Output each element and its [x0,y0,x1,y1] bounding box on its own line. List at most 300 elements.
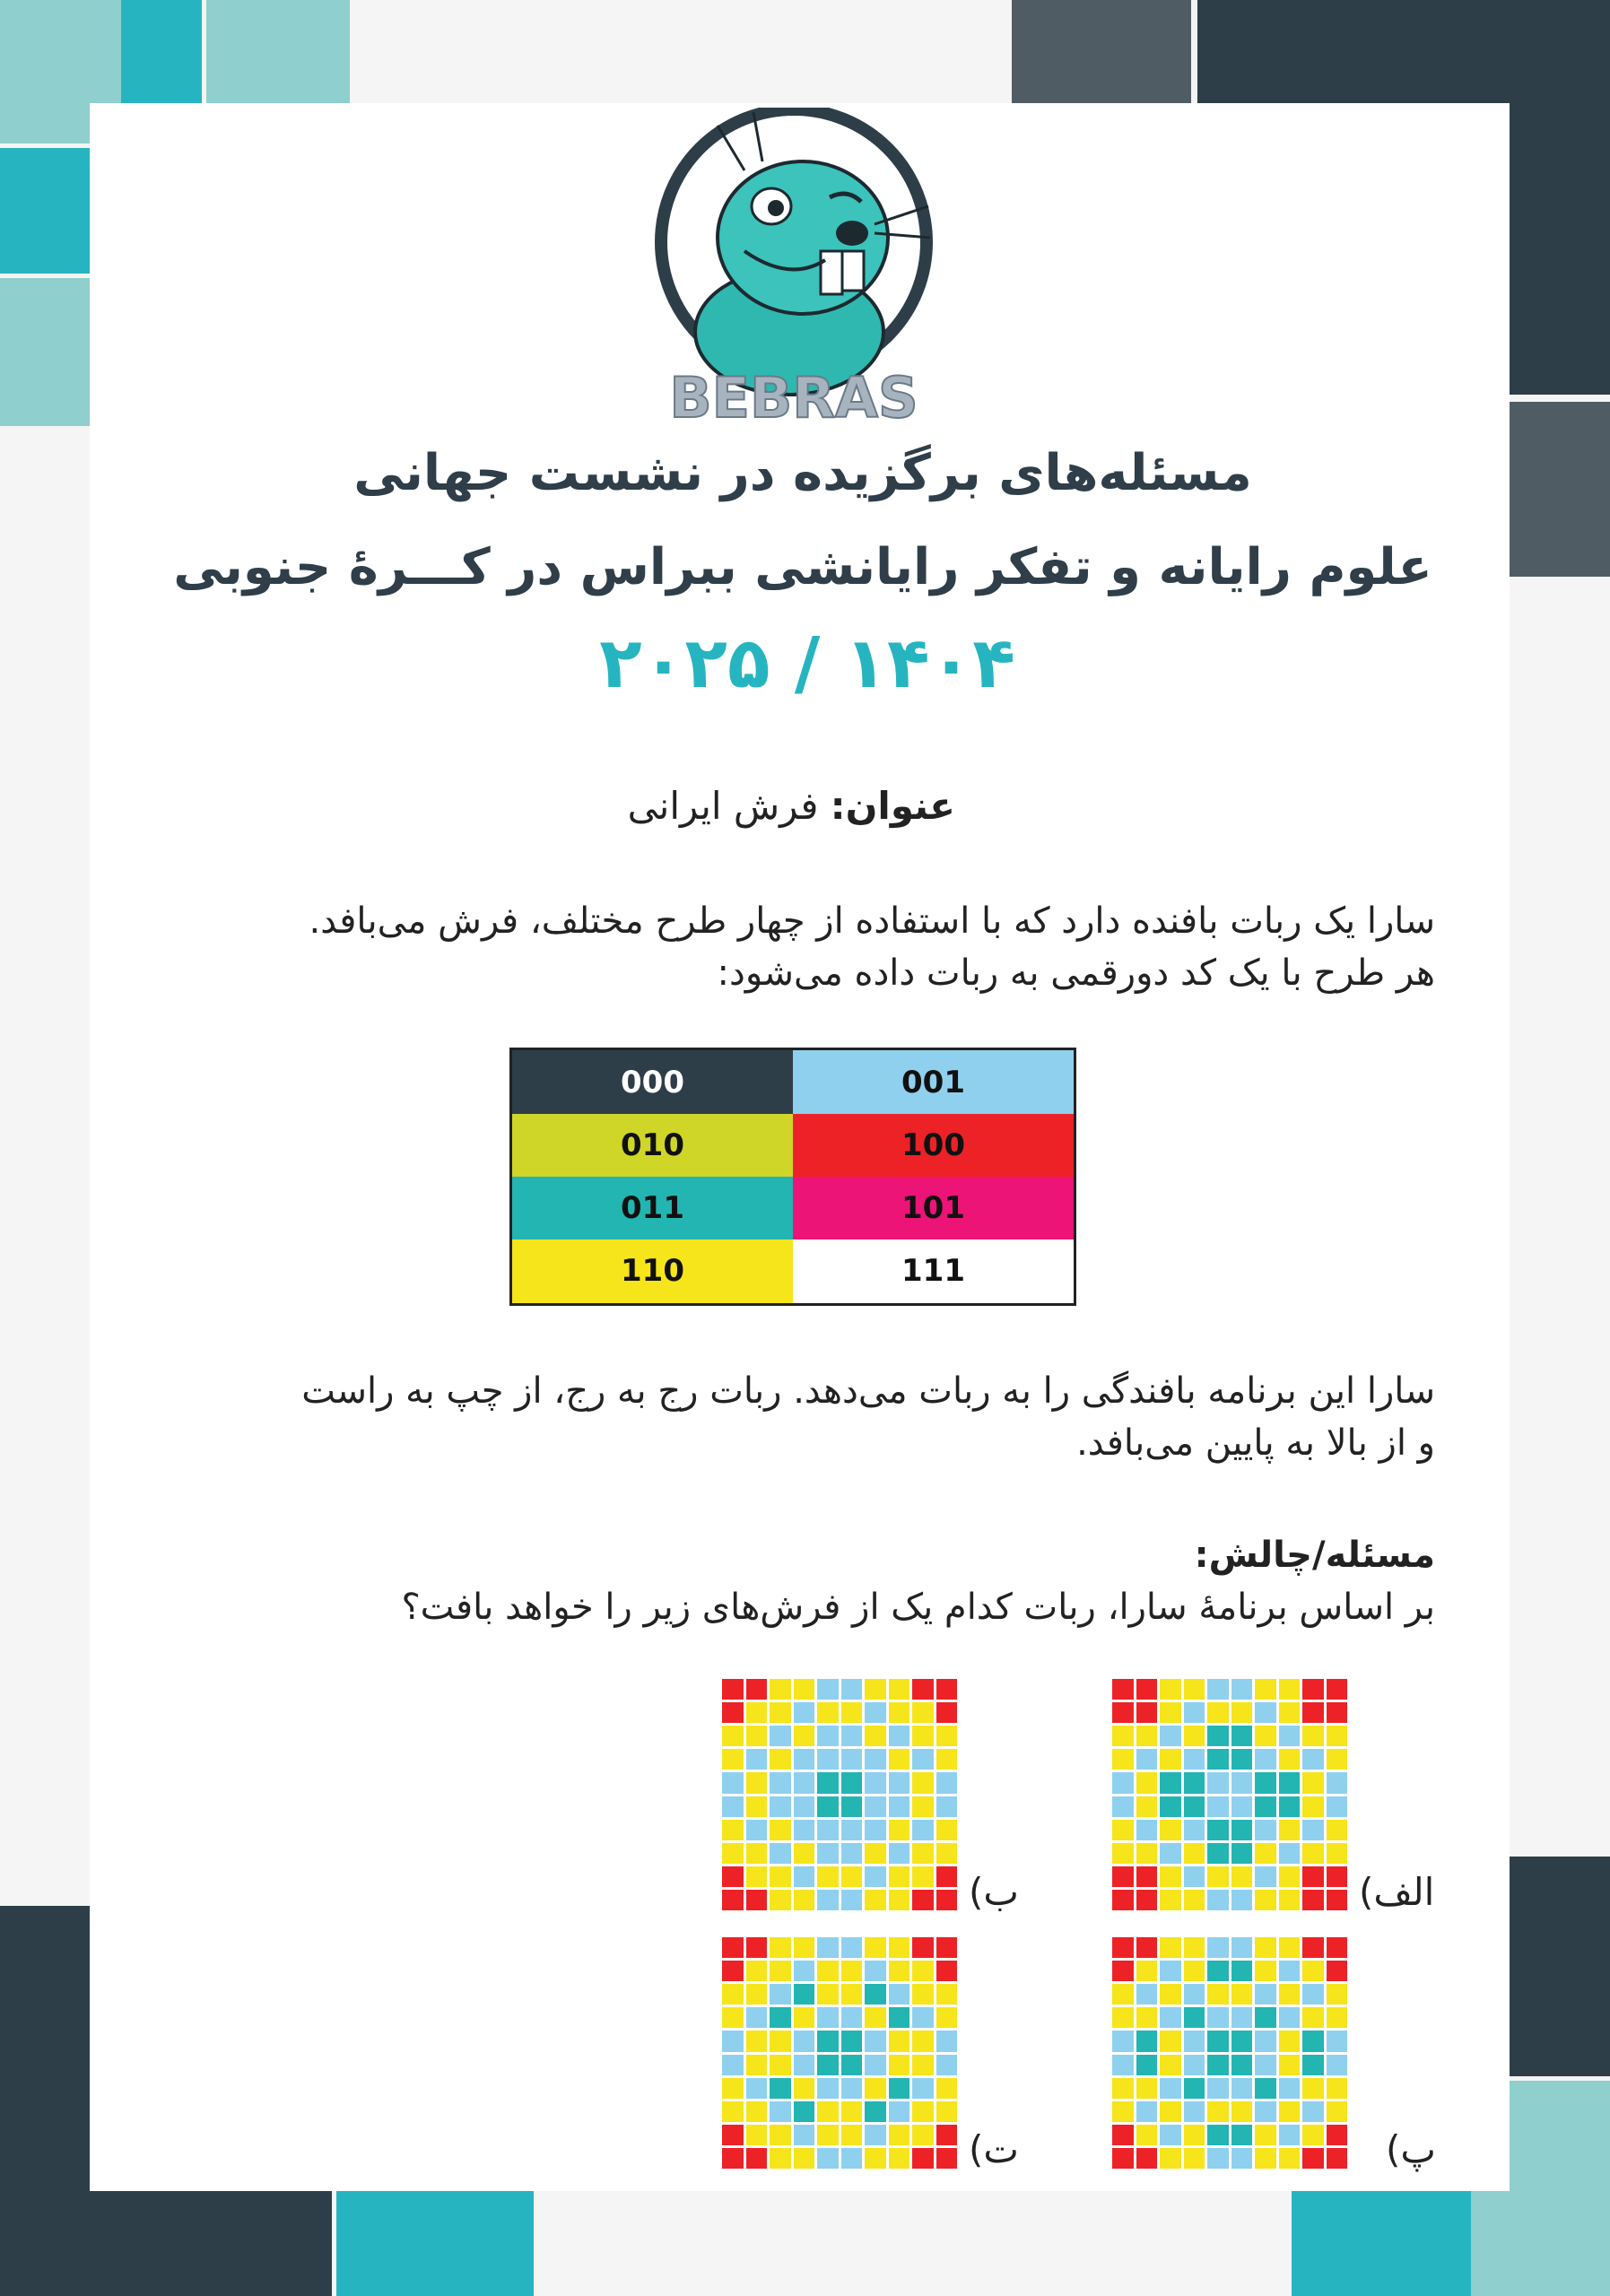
carpet-cell [1184,1937,1205,1958]
decor-block [0,148,90,274]
carpet-cell [1327,2031,1348,2051]
carpet-cell [1255,1866,1276,1887]
carpet-cell [722,1866,744,1887]
carpet-cell [912,1749,934,1770]
carpet-cell [1207,2055,1229,2075]
carpet-cell [1184,1679,1205,1700]
decor-block [1012,0,1191,103]
carpet-cell [1184,1984,1205,2005]
carpet-cell [794,1772,815,1793]
carpet-cell [841,2125,863,2145]
carpet-cell [1207,1749,1229,1770]
carpet-cell [912,2055,934,2075]
carpet-cell [936,1866,958,1887]
carpet-cell [936,1843,958,1864]
carpet-cell [936,1937,958,1958]
carpet-cell [1160,2078,1181,2099]
carpet-cell [936,1820,958,1840]
carpet-cell [1279,2031,1301,2051]
carpet-cell [817,1843,839,1864]
carpet-cell [865,2125,886,2145]
carpet-cell [889,1984,910,2005]
carpet-cell [1231,2078,1253,2099]
carpet-cell [912,1866,934,1887]
carpet-cell [1327,2125,1348,2145]
carpet-cell [1136,1937,1158,1958]
carpet-cell [1302,2031,1324,2051]
carpet-cell [865,2101,886,2122]
carpet-cell [1160,2031,1181,2051]
carpet-cell [794,2125,815,2145]
carpet-cell [1327,1679,1348,1700]
carpet-cell [1136,1726,1158,1746]
carpet-cell [794,1796,815,1817]
carpet-cell [1255,2078,1276,2099]
carpet-cell [889,1961,910,1981]
carpet-cell [1327,1937,1348,1958]
carpet-cell [1160,1961,1181,1981]
carpet-cell [1160,1890,1181,1910]
carpet-cell [1207,2031,1229,2051]
carpet-cell [1231,1820,1253,1840]
carpet-cell [1160,2125,1181,2145]
carpet-cell [841,1749,863,1770]
carpet-cell [817,1866,839,1887]
carpet-cell [1184,1772,1205,1793]
carpet-cell [722,1679,744,1700]
carpet-cell [1112,2055,1134,2075]
carpet-cell [794,2148,815,2169]
carpet-cell [722,1820,744,1840]
carpet-cell [1112,1820,1134,1840]
carpet-cell [1160,1772,1181,1793]
carpet-cell [865,2031,886,2051]
carpet-cell [889,1937,910,1958]
carpet-cell [1255,1890,1276,1910]
carpet-cell [794,1890,815,1910]
carpet-cell [1279,2078,1301,2099]
carpet-cell [1136,2148,1158,2169]
carpet-cell [1136,1702,1158,1723]
carpet-cell [841,1937,863,1958]
carpet-cell [912,2031,934,2051]
page-title-line1: مسئله‌های برگزیده در نشست جهانی [353,444,1252,502]
carpet-cell [746,1890,768,1910]
carpet-cell [1112,2101,1134,2122]
carpet-cell [1112,1937,1134,1958]
carpet-cell [1279,1961,1301,1981]
carpet-cell [1160,1984,1181,2005]
carpet-cell [746,1937,768,1958]
carpet-cell [817,1679,839,1700]
carpet-cell [889,2148,910,2169]
carpet-cell [1160,1702,1181,1723]
carpet-cell [865,1726,886,1746]
carpet-cell [1255,2125,1276,2145]
carpet-cell [1327,2007,1348,2028]
carpet-cell [1327,1749,1348,1770]
carpet-cell [912,1961,934,1981]
carpet-cell [912,1726,934,1746]
carpet-cell [1231,1937,1253,1958]
decor-block [1292,2191,1471,2296]
carpet-cell [889,1702,910,1723]
carpet-cell [1231,1984,1253,2005]
decor-block [206,0,350,103]
carpet-cell [912,2007,934,2028]
carpet-cell [1231,1702,1253,1723]
carpet-cell [1231,2007,1253,2028]
codes-row [511,1239,1075,1305]
carpet-cell [865,2148,886,2169]
carpet-cell [1302,1820,1324,1840]
carpet-cell [936,2031,958,2051]
carpet-cell [1302,2007,1324,2028]
carpet-cell [1279,2125,1301,2145]
carpet-cell [746,1796,768,1817]
carpet-cell [1184,1890,1205,1910]
carpet-cell [1184,2125,1205,2145]
carpet-cell [770,2007,791,2028]
carpet-cell [794,1866,815,1887]
carpet-cell [1184,2007,1205,2028]
carpet-cell [817,2007,839,2028]
carpet-cell [817,1820,839,1840]
carpet-cell [841,1866,863,1887]
carpet-cell [841,1984,863,2005]
option-alef-carpet[interactable] [1112,1679,1347,1910]
carpet-cell [889,1796,910,1817]
carpet-cell [1302,2055,1324,2075]
carpet-cell [1279,1820,1301,1840]
code-cell: 000 [511,1049,794,1115]
carpet-cell [1136,1796,1158,1817]
carpet-cell [1136,2007,1158,2028]
carpet-cell [746,2055,768,2075]
option-pe-carpet[interactable] [1112,1937,1347,2169]
carpet-cell [889,1726,910,1746]
carpet-cell [1136,1984,1158,2005]
carpet-cell [1112,1843,1134,1864]
carpet-cell [746,1679,768,1700]
decor-block [336,2191,534,2296]
carpet-cell [1255,1820,1276,1840]
intro-paragraph [144,895,1435,999]
carpet-cell [1136,2078,1158,2099]
option-alef-label[interactable]: الف) [1359,1870,1435,1914]
carpet-cell [889,1866,910,1887]
carpet-cell [1184,2148,1205,2169]
carpet-cell [841,2031,863,2051]
carpet-cell [1255,1702,1276,1723]
carpet-cell [841,1796,863,1817]
carpet-cell [936,2007,958,2028]
carpet-cell [817,1937,839,1958]
carpet-cell [770,2078,791,2099]
carpet-cell [817,2078,839,2099]
carpet-cell [1231,2031,1253,2051]
carpet-cell [889,2031,910,2051]
carpet-cell [912,1702,934,1723]
carpet-cell [1184,1796,1205,1817]
carpet-cell [1184,1702,1205,1723]
carpet-cell [817,2148,839,2169]
carpet-cell [1112,1772,1134,1793]
carpet-cell [865,1843,886,1864]
carpet-cell [865,1796,886,1817]
beaver-mascot-icon [646,108,942,430]
carpet-cell [1112,2031,1134,2051]
decor-block [1510,103,1610,395]
carpet-cell [746,1749,768,1770]
carpet-cell [1327,2148,1348,2169]
carpet-cell [1255,1679,1276,1700]
carpet-cell [722,1843,744,1864]
carpet-cell [770,1866,791,1887]
carpet-cell [817,1984,839,2005]
carpet-cell [889,1679,910,1700]
carpet-cell [1231,2125,1253,2145]
carpet-cell [912,1890,934,1910]
carpet-cell [1302,2078,1324,2099]
carpet-cell [1160,2101,1181,2122]
carpet-cell [1184,2101,1205,2122]
carpet-cell [770,1961,791,1981]
carpet-cell [722,1772,744,1793]
carpet-cell [889,1772,910,1793]
code-cell: 110 [511,1239,794,1305]
carpet-cell [841,2101,863,2122]
carpet-cell [889,1843,910,1864]
option-te-carpet[interactable] [722,1937,957,2169]
subject-value: فرش ایرانی [627,784,831,828]
carpet-cell [865,1890,886,1910]
carpet-cell [1136,1843,1158,1864]
carpet-cell [936,1679,958,1700]
bebras-logo [646,108,942,430]
carpet-cell [1207,2101,1229,2122]
carpet-cell [1327,1702,1348,1723]
carpet-cell [1207,1726,1229,1746]
carpet-cell [1136,2101,1158,2122]
carpet-cell [1279,2148,1301,2169]
carpet-cell [1207,1796,1229,1817]
carpet-cell [1279,1772,1301,1793]
carpet-cell [746,1866,768,1887]
carpet-cell [794,1749,815,1770]
carpet-cell [1231,1749,1253,1770]
subject-label: عنوان: [830,784,955,828]
carpet-cell [865,1961,886,1981]
carpet-cell [817,1796,839,1817]
carpet-cell [936,1961,958,1981]
subject-line [502,780,955,832]
carpet-cell [936,1984,958,2005]
carpet-cell [865,2055,886,2075]
carpet-cell [1207,1843,1229,1864]
carpet-cell [841,1702,863,1723]
carpet-cell [794,2007,815,2028]
carpet-cell [1207,1679,1229,1700]
carpet-cell [1302,1772,1324,1793]
carpet-cell [1136,1679,1158,1700]
carpet-cell [1207,2125,1229,2145]
carpet-cell [770,1796,791,1817]
carpet-cell [1112,1984,1134,2005]
carpet-cell [770,1749,791,1770]
carpet-cell [912,2101,934,2122]
carpet-cell [722,1961,744,1981]
carpet-cell [817,2125,839,2145]
carpet-cell [770,2125,791,2145]
carpet-cell [936,1796,958,1817]
carpet-cell [1327,1961,1348,1981]
question-heading: مسئله/چالش: [1194,1535,1435,1576]
carpet-cell [794,2101,815,2122]
carpet-cell [1302,1679,1324,1700]
carpet-cell [1279,2007,1301,2028]
carpet-cell [1302,1702,1324,1723]
carpet-cell [1112,1679,1134,1700]
carpet-cell [1160,1866,1181,1887]
carpet-cell [1184,2078,1205,2099]
carpet-cell [1231,1890,1253,1910]
carpet-cell [1327,1820,1348,1840]
carpet-cell [794,1843,815,1864]
carpet-cell [889,1749,910,1770]
carpet-cell [817,2055,839,2075]
carpet-cell [841,1820,863,1840]
decor-block [121,0,202,103]
carpet-cell [722,2007,744,2028]
carpet-cell [1112,1866,1134,1887]
carpet-cell [865,2007,886,2028]
carpet-cell [1184,1820,1205,1840]
carpet-cell [936,1890,958,1910]
carpet-cell [1136,1749,1158,1770]
code-cell: 010 [511,1114,794,1177]
carpet-cell [1112,1796,1134,1817]
carpet-cell [1160,2055,1181,2075]
carpet-cell [889,2007,910,2028]
carpet-cell [722,2101,744,2122]
carpet-cell [936,1749,958,1770]
carpet-cell [794,1726,815,1746]
carpet-cell [1327,1890,1348,1910]
carpet-cell [1136,1961,1158,1981]
code-cell: 100 [793,1114,1075,1177]
carpet-cell [722,1937,744,1958]
carpet-cell [722,2078,744,2099]
carpet-cell [865,1679,886,1700]
carpet-cell [1279,1890,1301,1910]
carpet-cell [770,1702,791,1723]
carpet-cell [841,2078,863,2099]
carpet-cell [912,1679,934,1700]
carpet-cell [1327,1796,1348,1817]
carpet-cell [794,1984,815,2005]
carpet-cell [1112,2007,1134,2028]
carpet-cell [1302,1961,1324,1981]
carpet-cell [770,1984,791,2005]
carpet-cell [1231,2101,1253,2122]
carpet-cell [841,2148,863,2169]
carpet-cell [841,1772,863,1793]
carpet-cell [794,1702,815,1723]
carpet-cell [912,1796,934,1817]
carpet-cell [722,1702,744,1723]
carpet-cell [1136,2055,1158,2075]
carpet-cell [1160,1843,1181,1864]
carpet-cell [1279,1679,1301,1700]
carpet-cell [722,2031,744,2051]
carpet-cell [746,1984,768,2005]
carpet-cell [912,1984,934,2005]
carpet-cell [936,1702,958,1723]
decor-block [1197,0,1610,103]
carpet-cell [841,1726,863,1746]
option-te-label[interactable]: ت) [969,2127,1019,2171]
carpet-cell [912,2148,934,2169]
codes-table [509,1048,1076,1306]
carpet-cell [1231,1961,1253,1981]
carpet-cell [841,2055,863,2075]
carpet-cell [1302,1726,1324,1746]
carpet-cell [912,1937,934,1958]
option-be-label[interactable]: ب) [969,1870,1019,1914]
carpet-cell [1327,2055,1348,2075]
code-cell: 111 [793,1239,1075,1305]
carpet-cell [1207,1961,1229,1981]
carpet-cell [1327,2078,1348,2099]
program-line2: و از بالا به پایین می‌بافد. [1076,1422,1435,1464]
carpet-cell [1184,1726,1205,1746]
carpet-cell [770,1890,791,1910]
carpet-cell [746,2148,768,2169]
carpet-cell [1302,1937,1324,1958]
carpet-cell [770,1937,791,1958]
carpet-cell [841,1961,863,1981]
carpet-cell [1231,1679,1253,1700]
code-cell: 011 [511,1177,794,1239]
option-pe-label[interactable]: پ) [1386,2127,1436,2171]
carpet-cell [1207,2078,1229,2099]
carpet-cell [1231,1772,1253,1793]
carpet-cell [1231,2055,1253,2075]
logo-text: BEBRAS [669,365,918,430]
carpet-cell [1279,1726,1301,1746]
carpet-cell [746,2007,768,2028]
carpet-cell [1112,1702,1134,1723]
option-be-carpet[interactable] [722,1679,957,1910]
carpet-cell [1255,2031,1276,2051]
carpet-cell [722,2148,744,2169]
carpet-cell [1136,1866,1158,1887]
carpet-cell [1160,1796,1181,1817]
carpet-cell [1160,2148,1181,2169]
carpet-cell [936,2078,958,2099]
carpet-cell [1279,1866,1301,1887]
carpet-cell [1327,1772,1348,1793]
carpet-cell [770,1843,791,1864]
carpet-cell [817,1749,839,1770]
intro-line1: سارا یک ربات بافنده دارد که با استفاده از چهار طرح مختلف، فرش می‌بافد. [309,900,1435,942]
carpet-cell [1302,2101,1324,2122]
codes-row [511,1114,1075,1177]
carpet-cell [889,1890,910,1910]
carpet-cell [1136,2031,1158,2051]
intro-line2: هر طرح با یک کد دورقمی به ربات داده می‌شود: [717,952,1435,994]
